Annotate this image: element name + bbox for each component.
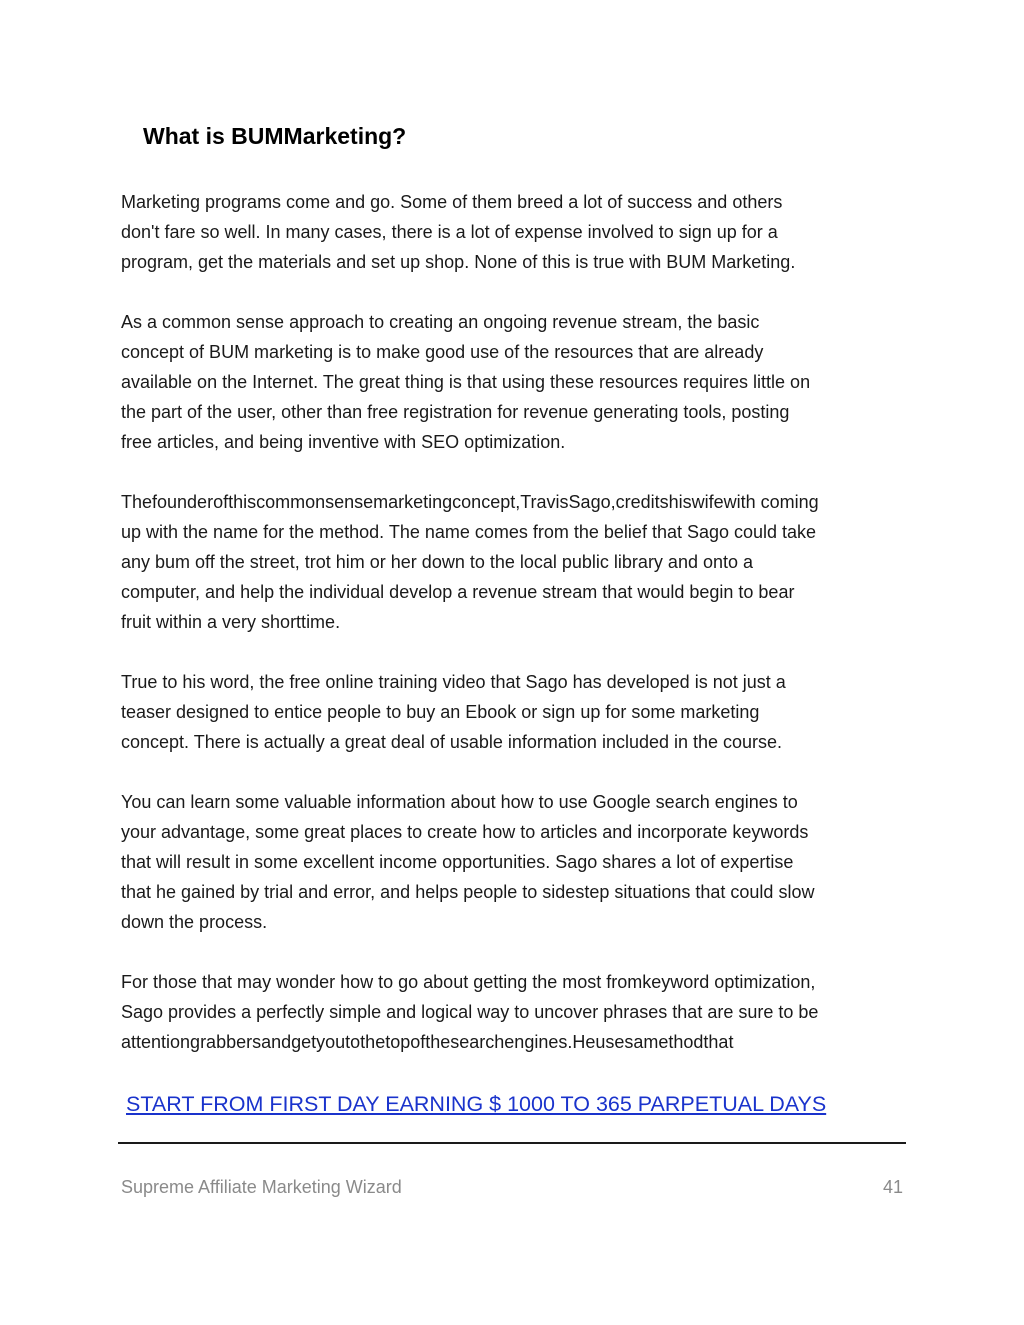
- text-line: that he gained by trial and error, and helps people to sidestep situations that could slow: [121, 882, 815, 902]
- paragraph-4: [121, 667, 907, 757]
- text-line: any bum off the street, trot him or her down to the local public library and onto a: [121, 552, 754, 572]
- text-line: available on the Internet. The great thing is that using these resources requires little on: [121, 372, 811, 392]
- text-line: up with the name for the method. The name comes from the belief that Sago could take: [121, 522, 817, 542]
- text-line: You can learn some valuable information about how to use Google search engines to: [121, 792, 798, 812]
- footer-book-title: Supreme Affiliate Marketing Wizard: [121, 1177, 402, 1197]
- text-line: that will result in some excellent income opportunities. Sago shares a lot of expertise: [121, 852, 794, 872]
- article-body: [121, 187, 907, 1087]
- text-line: attentiongrabbersandgetyoutothetopofthesearchengines.Heusesamethodthat: [121, 1032, 734, 1052]
- text-line: the part of the user, other than free registration for revenue generating tools, posting: [121, 402, 790, 422]
- text-line: fruit within a very shorttime.: [121, 612, 341, 632]
- paragraph-1: [121, 187, 907, 277]
- text-line: For those that may wonder how to go about getting the most fromkeyword optimization,: [121, 972, 816, 992]
- text-line: Marketing programs come and go. Some of them breed a lot of success and others: [121, 192, 783, 212]
- text-line: don't fare so well. In many cases, there is a lot of expense involved to sign up for a: [121, 222, 778, 242]
- text-line: concept of BUM marketing is to make good use of the resources that are already: [121, 342, 764, 362]
- text-line: Thefounderofthiscommonsensemarketingconcept,TravisSago,creditshiswifewith coming: [121, 492, 819, 512]
- paragraph-3: [121, 487, 907, 637]
- text-line: Sago provides a perfectly simple and logical way to uncover phrases that are sure to be: [121, 1002, 819, 1022]
- text-line: free articles, and being inventive with SEO optimization.: [121, 432, 566, 452]
- text-line: concept. There is actually a great deal of usable information included in the course.: [121, 732, 783, 752]
- text-line: program, get the materials and set up shop. None of this is true with BUM Marketing.: [121, 252, 796, 272]
- paragraph-6: [121, 967, 907, 1057]
- text-line: down the process.: [121, 912, 268, 932]
- page-number: 41: [882, 1177, 903, 1197]
- footer-divider: [118, 1142, 906, 1144]
- page-title: What is BUMMarketing?: [143, 123, 407, 149]
- text-line: computer, and help the individual develop a revenue stream that would begin to bear: [121, 582, 795, 602]
- paragraph-5: [121, 787, 907, 937]
- promo-link[interactable]: START FROM FIRST DAY EARNING $ 1000 TO 365 PARPETUAL DAYS: [126, 1092, 827, 1116]
- text-line: teaser designed to entice people to buy an Ebook or sign up for some marketing: [121, 702, 760, 722]
- text-line: As a common sense approach to creating an ongoing revenue stream, the basic: [121, 312, 760, 332]
- paragraph-2: [121, 307, 907, 457]
- text-line: your advantage, some great places to create how to articles and incorporate keywords: [121, 822, 809, 842]
- text-line: True to his word, the free online training video that Sago has developed is not just a: [121, 672, 786, 692]
